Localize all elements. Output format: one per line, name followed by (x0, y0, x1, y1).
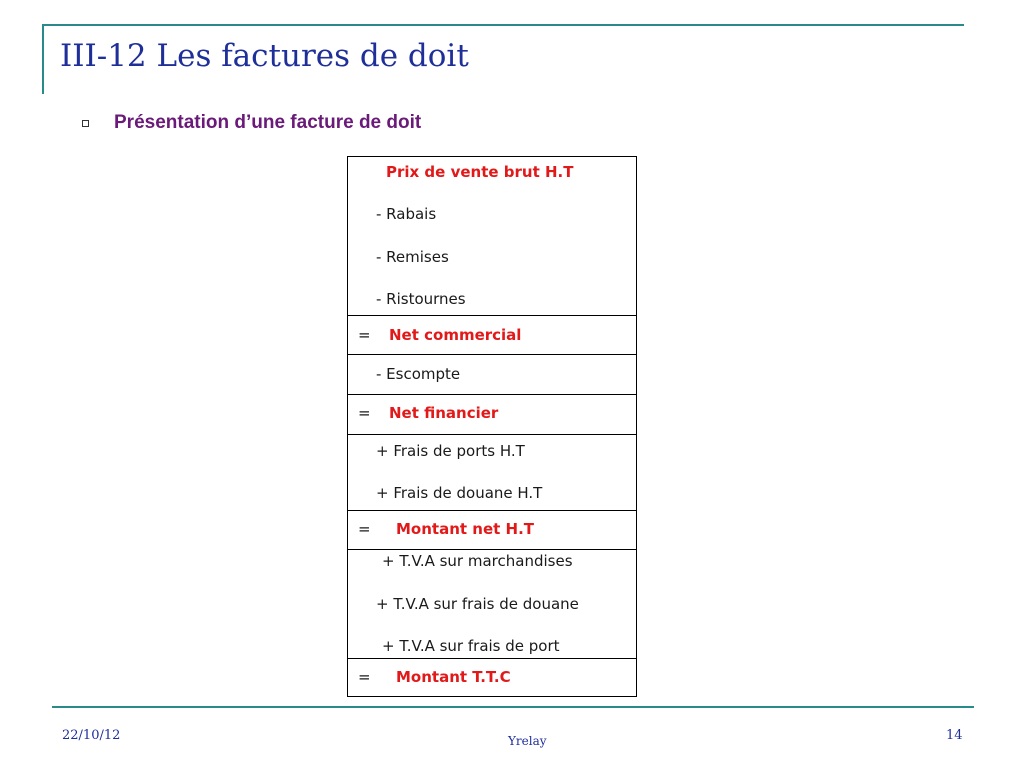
footer-line (52, 706, 974, 708)
rabais-label: - Rabais (376, 205, 437, 223)
table-row-net-commercial (348, 315, 636, 354)
table-row-net-financier (348, 394, 636, 434)
remises-label: - Remises (376, 248, 449, 266)
bullet-square-icon (82, 120, 89, 127)
ristournes-label: - Ristournes (376, 290, 466, 308)
footer-date: 22/10/12 (62, 728, 121, 743)
frame-left-line (42, 24, 44, 94)
net-commercial-label: Net commercial (389, 326, 522, 344)
tva-douane-label: + T.V.A sur frais de douane (376, 595, 579, 613)
slide-title: III-12 Les factures de doit (60, 38, 469, 74)
net-financier-label: Net financier (389, 404, 499, 422)
equals-sign: = (358, 404, 371, 422)
footer-page-number: 14 (946, 728, 963, 743)
table-row-montant-net (348, 510, 636, 549)
frais-douane-label: + Frais de douane H.T (376, 484, 543, 502)
table-row-montant-ttc (348, 658, 636, 696)
equals-sign: = (358, 326, 371, 344)
bullet-text: Présentation d’une facture de doit (114, 112, 422, 133)
table-row-gross (348, 157, 636, 315)
table-row-frais (348, 434, 636, 510)
equals-sign: = (358, 668, 371, 686)
frais-ports-label: + Frais de ports H.T (376, 442, 525, 460)
table-row-escompte (348, 354, 636, 394)
frame-top-line (42, 24, 964, 26)
invoice-table (347, 156, 637, 697)
tva-port-label: + T.V.A sur frais de port (382, 637, 560, 655)
table-row-tva (348, 549, 636, 658)
montant-ttc-label: Montant T.T.C (396, 668, 511, 686)
escompte-label: - Escompte (376, 365, 461, 383)
footer-author: Yrelay (508, 734, 547, 748)
tva-marchandises-label: + T.V.A sur marchandises (382, 552, 573, 570)
gross-price-label: Prix de vente brut H.T (386, 163, 574, 181)
montant-net-ht-label: Montant net H.T (396, 520, 535, 538)
equals-sign: = (358, 520, 371, 538)
